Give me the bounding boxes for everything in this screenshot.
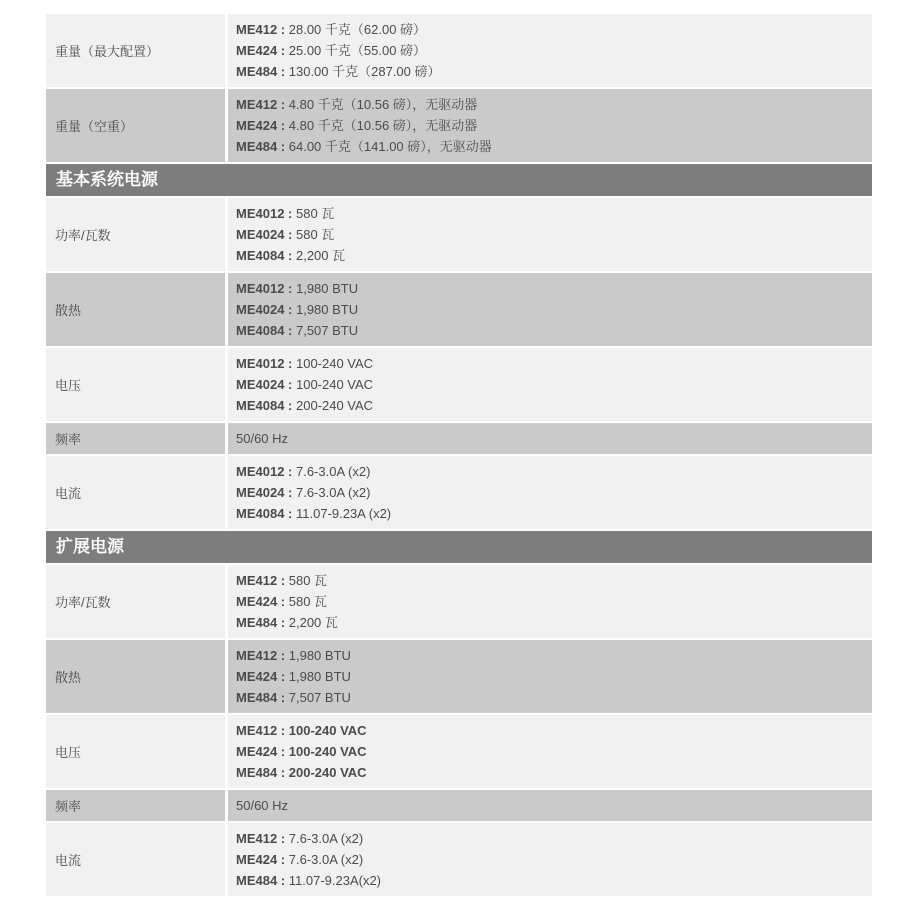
spec-line: [236, 849, 872, 870]
model-prefix: ME484 :: [236, 690, 289, 705]
spec-value: 7.6-3.0A (x2): [288, 831, 364, 846]
spec-line: [236, 503, 872, 524]
spec-value: 2,200 瓦: [288, 615, 338, 630]
spec-values: [228, 89, 872, 162]
spec-line: [236, 570, 872, 591]
spec-row: [46, 565, 872, 638]
spec-value: 7.6-3.0A (x2): [295, 485, 371, 500]
spec-row: [46, 823, 872, 896]
spec-line: [236, 687, 872, 708]
spec-value: 580 瓦: [295, 227, 335, 242]
spec-row: [46, 456, 872, 529]
model-prefix: ME4024 :: [236, 485, 296, 500]
spec-line: [236, 224, 872, 245]
spec-row: [46, 348, 872, 421]
spec-line: [236, 203, 872, 224]
model-prefix: ME4084 :: [236, 506, 296, 521]
spec-line: [236, 591, 872, 612]
model-prefix: ME4024 :: [236, 377, 296, 392]
section-title: 基本系统电源: [56, 170, 158, 189]
spec-label: 电流: [46, 823, 225, 896]
spec-value: 580 瓦: [288, 594, 328, 609]
spec-value: 7.6-3.0A (x2): [295, 464, 371, 479]
model-prefix: ME424 :: [236, 594, 289, 609]
spec-value: 50/60 Hz: [236, 798, 289, 813]
spec-line: [236, 741, 872, 762]
model-prefix: ME412 :: [236, 648, 289, 663]
spec-line: [236, 870, 872, 891]
spec-label: 散热: [46, 640, 225, 713]
spec-values: [228, 790, 872, 821]
spec-values: [228, 565, 872, 638]
spec-value: 7,507 BTU: [295, 323, 359, 338]
spec-values: [228, 640, 872, 713]
model-prefix: ME412 :: [236, 22, 289, 37]
spec-label: 重量（空重）: [46, 89, 225, 162]
spec-row: [46, 198, 872, 271]
spec-value: 1,980 BTU: [295, 302, 359, 317]
model-prefix: ME4024 :: [236, 227, 296, 242]
spec-value: 1,980 BTU: [288, 669, 351, 684]
spec-value: 11.07-9.23A (x2): [295, 506, 392, 521]
spec-line: [236, 278, 872, 299]
spec-line: [236, 374, 872, 395]
spec-line: [236, 245, 872, 266]
spec-label: 电流: [46, 456, 225, 529]
spec-label: 频率: [46, 423, 225, 454]
spec-value: 4.80 千克（10.56 磅），无驱动器: [288, 97, 478, 112]
spec-value: 25.00 千克（55.00 磅）: [288, 43, 427, 58]
spec-line: [236, 762, 872, 783]
spec-line: [236, 94, 872, 115]
model-prefix: ME412 :: [236, 573, 289, 588]
spec-value: 100-240 VAC: [295, 356, 374, 371]
model-prefix: ME484 :: [236, 873, 289, 888]
spec-values: [228, 423, 872, 454]
spec-value: 100-240 VAC: [295, 377, 374, 392]
spec-values: [228, 198, 872, 271]
spec-row: [46, 89, 872, 162]
spec-values: [228, 348, 872, 421]
spec-row: [46, 790, 872, 821]
section-title: 扩展电源: [56, 537, 124, 556]
spec-row: [46, 273, 872, 346]
spec-line: [236, 482, 872, 503]
spec-line: [236, 428, 872, 449]
spec-label: 功率/瓦数: [46, 198, 225, 271]
model-prefix: ME4012 :: [236, 356, 296, 371]
model-prefix: ME4084 :: [236, 248, 296, 263]
spec-line: [236, 61, 872, 82]
spec-row: [46, 423, 872, 454]
spec-line: [236, 612, 872, 633]
model-prefix: ME424 :: [236, 852, 289, 867]
model-prefix: ME412 :: [236, 831, 289, 846]
spec-value: 580 瓦: [295, 206, 335, 221]
spec-value: 4.80 千克（10.56 磅），无驱动器: [288, 118, 478, 133]
model-prefix: ME484 :: [236, 139, 289, 154]
model-prefix: ME412 :: [236, 723, 289, 738]
spec-value: 1,980 BTU: [288, 648, 351, 663]
spec-label: 散热: [46, 273, 225, 346]
spec-line: [236, 645, 872, 666]
spec-label: 重量（最大配置）: [46, 14, 225, 87]
spec-line: [236, 299, 872, 320]
spec-row: [46, 14, 872, 87]
section-header: [46, 164, 872, 196]
spec-row: [46, 640, 872, 713]
spec-value: 2,200 瓦: [295, 248, 346, 263]
spec-line: [236, 461, 872, 482]
model-prefix: ME484 :: [236, 64, 289, 79]
spec-value: 7,507 BTU: [288, 690, 351, 705]
section-header: [46, 531, 872, 563]
spec-label: 电压: [46, 715, 225, 788]
spec-line: [236, 795, 872, 816]
model-prefix: ME424 :: [236, 43, 289, 58]
spec-value: 64.00 千克（141.00 磅），无驱动器: [288, 139, 492, 154]
spec-line: [236, 666, 872, 687]
spec-value: 11.07-9.23A(x2): [288, 873, 382, 888]
spec-value: 50/60 Hz: [236, 431, 289, 446]
spec-line: [236, 136, 872, 157]
model-prefix: ME424 :: [236, 118, 289, 133]
model-prefix: ME4012 :: [236, 206, 296, 221]
spec-value: 1,980 BTU: [295, 281, 359, 296]
model-prefix: ME412 :: [236, 97, 289, 112]
model-prefix: ME4084 :: [236, 398, 296, 413]
spec-line: [236, 828, 872, 849]
model-prefix: ME424 :: [236, 669, 289, 684]
spec-line: [236, 395, 872, 416]
spec-value: 200-240 VAC: [295, 398, 374, 413]
model-prefix: ME4012 :: [236, 281, 296, 296]
spec-label: 电压: [46, 348, 225, 421]
spec-line: [236, 353, 872, 374]
spec-values: [228, 823, 872, 896]
spec-line: [236, 720, 872, 741]
spec-values: [228, 273, 872, 346]
spec-label: 功率/瓦数: [46, 565, 225, 638]
spec-label: 频率: [46, 790, 225, 821]
spec-value: 7.6-3.0A (x2): [288, 852, 364, 867]
model-prefix: ME4024 :: [236, 302, 296, 317]
spec-value: 100-240 VAC: [288, 723, 367, 738]
spec-value: 200-240 VAC: [288, 765, 367, 780]
spec-line: [236, 320, 872, 341]
spec-line: [236, 115, 872, 136]
spec-value: 130.00 千克（287.00 磅）: [288, 64, 441, 79]
spec-line: [236, 19, 872, 40]
spec-table: [46, 14, 872, 898]
spec-value: 100-240 VAC: [288, 744, 367, 759]
spec-value: 28.00 千克（62.00 磅）: [288, 22, 427, 37]
model-prefix: ME424 :: [236, 744, 289, 759]
spec-values: [228, 14, 872, 87]
model-prefix: ME4012 :: [236, 464, 296, 479]
model-prefix: ME484 :: [236, 765, 289, 780]
spec-row: [46, 715, 872, 788]
spec-line: [236, 40, 872, 61]
spec-values: [228, 715, 872, 788]
spec-value: 580 瓦: [288, 573, 328, 588]
model-prefix: ME484 :: [236, 615, 289, 630]
model-prefix: ME4084 :: [236, 323, 296, 338]
spec-values: [228, 456, 872, 529]
